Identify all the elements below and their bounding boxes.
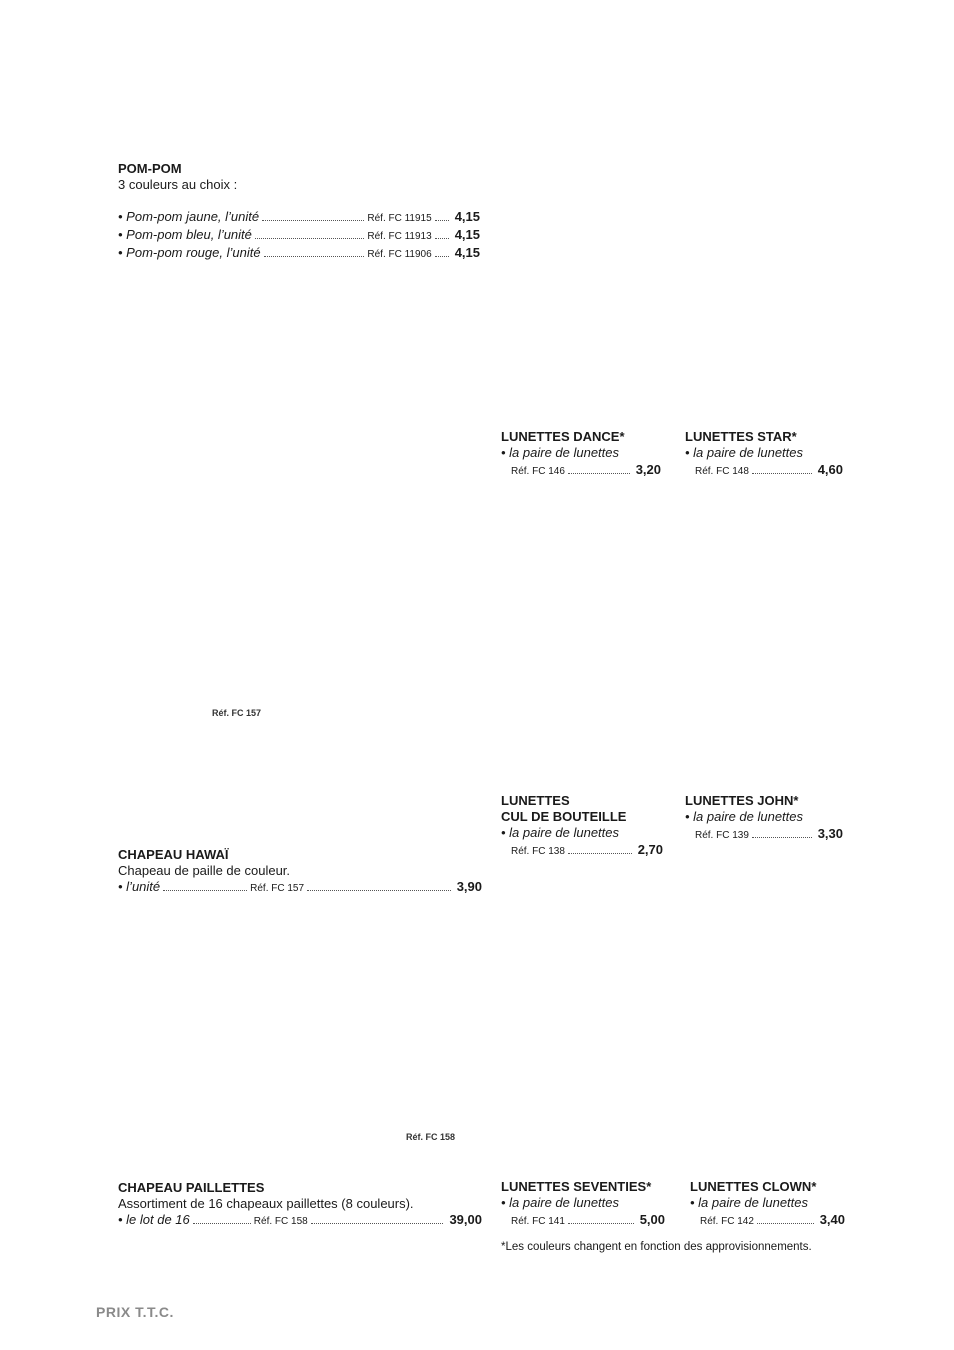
chapeau-paillettes-item-label: • le lot de 16: [118, 1212, 190, 1227]
lunettes-seventies-ref: Réf. FC 141: [511, 1216, 565, 1227]
lunettes-clown-title: LUNETTES CLOWN*: [690, 1179, 817, 1194]
lunettes-cul-title-1: LUNETTES: [501, 793, 570, 808]
pompom-item-price: 4,15: [454, 245, 480, 260]
chapeau-paillettes-item: [118, 1212, 482, 1230]
leader-dots: [568, 463, 630, 474]
leader-dots: [255, 228, 364, 239]
lunettes-dance-price: 3,20: [635, 462, 661, 477]
lunettes-star-sub: • la paire de lunettes: [685, 445, 804, 460]
leader-dots: [752, 463, 812, 474]
lunettes-john-price: 3,30: [817, 826, 843, 841]
lunettes-seventies-ref-row: [511, 1211, 665, 1230]
leader-dots: [311, 1213, 444, 1224]
lunettes-john-title: LUNETTES JOHN*: [685, 793, 799, 808]
lunettes-star-ref-row: [695, 461, 843, 480]
chapeau-hawai-price: 3,90: [456, 879, 482, 894]
lunettes-seventies: [501, 1179, 665, 1230]
leader-dots: [435, 228, 449, 239]
lunettes-seventies-price: 5,00: [639, 1212, 665, 1227]
pompom-item-ref: Réf. FC 11915: [367, 213, 432, 224]
leader-dots: [568, 1213, 634, 1224]
lunettes-cul-de-bouteille: [501, 793, 663, 860]
pompom-item-price: 4,15: [454, 227, 480, 242]
lunettes-dance: [501, 429, 661, 480]
lunettes-star-title: LUNETTES STAR*: [685, 429, 797, 444]
lunettes-john-sub: • la paire de lunettes: [685, 809, 804, 824]
image-caption-158: Réf. FC 158: [406, 1132, 456, 1142]
lunettes-seventies-sub: • la paire de lunettes: [501, 1195, 620, 1210]
pompom-item-label: • Pom-pom bleu, l’unité: [118, 227, 252, 242]
chapeau-hawai-item-label: • l’unité: [118, 879, 161, 894]
lunettes-dance-ref-row: [511, 461, 661, 480]
pompom-item: [118, 245, 480, 263]
chapeau-hawai-title: CHAPEAU HAWAÏ: [118, 847, 229, 862]
lunettes-star: [685, 429, 843, 480]
lunettes-clown-price: 3,40: [819, 1212, 845, 1227]
lunettes-john: [685, 793, 843, 844]
leader-dots: [435, 246, 449, 257]
pompom-item: [118, 209, 480, 227]
lunettes-clown-ref-row: [700, 1211, 845, 1230]
lunettes-clown-ref: Réf. FC 142: [700, 1216, 754, 1227]
image-caption-157: Réf. FC 157: [212, 708, 262, 718]
pompom-item-price: 4,15: [454, 209, 480, 224]
lunettes-john-ref: Réf. FC 139: [695, 830, 749, 841]
lunettes-clown: [690, 1179, 845, 1230]
pompom-item-ref: Réf. FC 11906: [367, 249, 432, 260]
chapeau-hawai-item: [118, 879, 482, 897]
lunettes-dance-title: LUNETTES DANCE*: [501, 429, 625, 444]
lunettes-cul-title-2: CUL DE BOUTEILLE: [501, 809, 627, 824]
leader-dots: [435, 210, 449, 221]
lunettes-star-price: 4,60: [817, 462, 843, 477]
pompom-item-label: • Pom-pom rouge, l’unité: [118, 245, 261, 260]
chapeau-paillettes-price: 39,00: [449, 1212, 482, 1227]
pompom-item-ref: Réf. FC 11913: [367, 231, 432, 242]
lunettes-cul-sub: • la paire de lunettes: [501, 825, 620, 840]
leader-dots: [568, 843, 632, 854]
chapeau-hawai-ref: Réf. FC 157: [250, 883, 305, 894]
leader-dots: [757, 1213, 814, 1224]
pompom-section: [118, 161, 480, 263]
lunettes-star-ref: Réf. FC 148: [695, 466, 749, 477]
lunettes-seventies-title: LUNETTES SEVENTIES*: [501, 1179, 652, 1194]
chapeau-paillettes-ref: Réf. FC 158: [253, 1216, 308, 1227]
pompom-desc: 3 couleurs au choix :: [118, 177, 238, 192]
lunettes-john-ref-row: [695, 825, 843, 844]
chapeau-hawai: [118, 847, 482, 897]
chapeau-paillettes-title: CHAPEAU PAILLETTES: [118, 1180, 265, 1195]
leader-dots: [752, 827, 812, 838]
pompom-item: [118, 227, 480, 245]
chapeau-paillettes: [118, 1180, 482, 1230]
lunettes-cul-ref: Réf. FC 138: [511, 846, 565, 857]
leader-dots: [262, 210, 364, 221]
leader-dots: [193, 1213, 251, 1224]
lunettes-cul-ref-row: [511, 841, 663, 860]
pompom-title: POM-POM: [118, 161, 182, 176]
lunettes-dance-ref: Réf. FC 146: [511, 466, 565, 477]
lunettes-clown-sub: • la paire de lunettes: [690, 1195, 809, 1210]
lunettes-cul-price: 2,70: [637, 842, 663, 857]
leader-dots: [307, 880, 451, 891]
chapeau-hawai-desc: Chapeau de paille de couleur.: [118, 863, 291, 878]
leader-dots: [163, 880, 247, 891]
pompom-item-label: • Pom-pom jaune, l’unité: [118, 209, 260, 224]
footer-price-label: PRIX T.T.C.: [96, 1304, 174, 1320]
chapeau-paillettes-desc: Assortiment de 16 chapeaux paillettes (8 couleurs).: [118, 1196, 414, 1211]
lunettes-dance-sub: • la paire de lunettes: [501, 445, 620, 460]
color-availability-note: *Les couleurs changent en fonction des approvisionnements.: [501, 1241, 812, 1253]
leader-dots: [264, 246, 365, 257]
